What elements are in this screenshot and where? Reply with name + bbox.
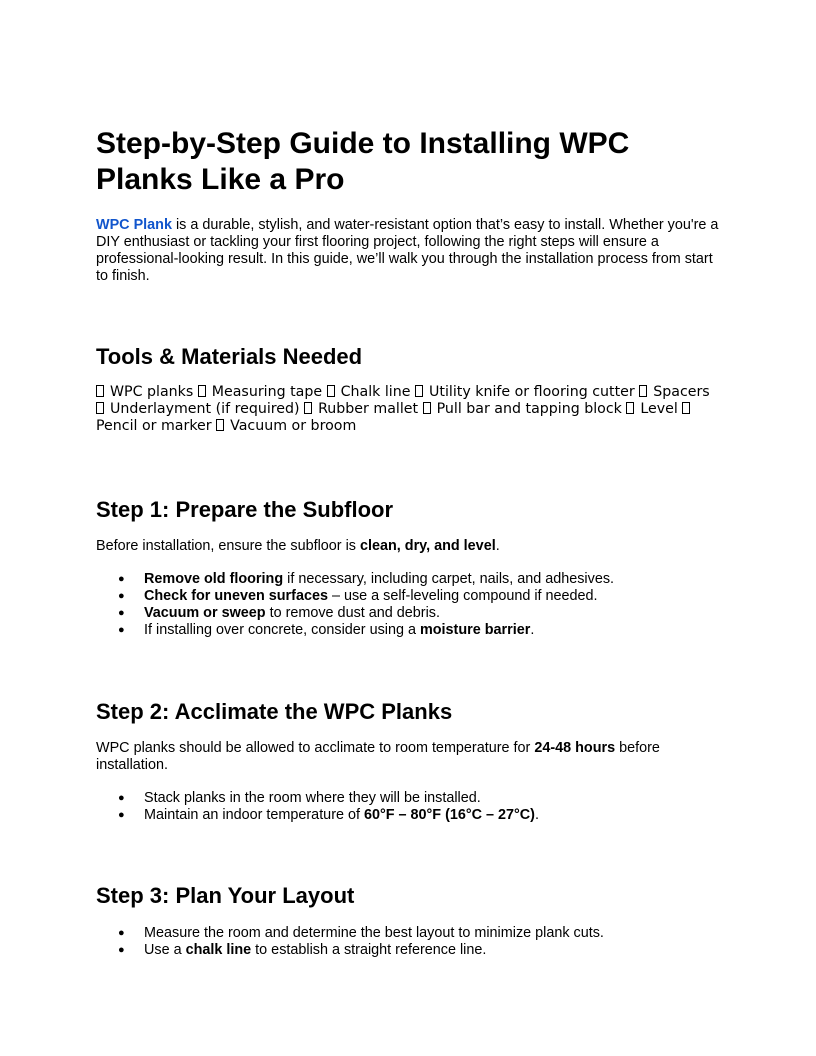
checkbox-icon bbox=[423, 402, 431, 414]
list-item: ● Vacuum or sweep to remove dust and debris. bbox=[96, 605, 720, 622]
tool-item: Rubber mallet bbox=[318, 401, 419, 417]
list-item: ● If installing over concrete, consider using a moisture barrier. bbox=[96, 622, 720, 639]
tools-list bbox=[96, 384, 720, 435]
page-title: Step-by-Step Guide to Installing WPC Planks Like a Pro bbox=[96, 127, 630, 196]
tool-item: Underlayment (if required) bbox=[110, 401, 300, 417]
tool-item: Vacuum or broom bbox=[230, 418, 357, 434]
intro-text: is a durable, stylish, and water-resistant option that’s easy to install. Whether you're a DIY enthusiast or tackling your first flooring project, following the right steps will ensure a professional-looking result. In this guide, we’ll walk you through the installation process from start to finish. bbox=[96, 217, 719, 284]
tool-item: Spacers bbox=[653, 384, 710, 400]
tool-item: Chalk line bbox=[340, 384, 411, 400]
step2-list bbox=[96, 790, 720, 824]
checkbox-icon bbox=[96, 402, 104, 414]
tool-item: Measuring tape bbox=[211, 384, 323, 400]
checkbox-icon bbox=[639, 385, 647, 397]
checkbox-icon bbox=[304, 402, 312, 414]
checkbox-icon bbox=[327, 385, 335, 397]
step2-intro: WPC planks should be allowed to acclimate to room temperature for 24-48 hours before installation. bbox=[96, 740, 660, 773]
list-item: ● Remove old flooring if necessary, including carpet, nails, and adhesives. bbox=[96, 571, 720, 588]
checkbox-icon bbox=[198, 385, 206, 397]
wpc-plank-link[interactable]: WPC Plank bbox=[96, 217, 172, 233]
checkbox-icon bbox=[96, 385, 104, 397]
tool-item: Utility knife or flooring cutter bbox=[429, 384, 635, 400]
checkbox-icon bbox=[682, 402, 690, 414]
step1-heading: Step 1: Prepare the Subfloor bbox=[96, 497, 394, 522]
step1-list bbox=[96, 571, 720, 639]
list-item: ● Measure the room and determine the best layout to minimize plank cuts. bbox=[96, 925, 720, 942]
list-item: ● Stack planks in the room where they will be installed. bbox=[96, 790, 720, 807]
tool-item: Pencil or marker bbox=[96, 418, 212, 434]
checkbox-icon bbox=[415, 385, 423, 397]
checkbox-icon bbox=[626, 402, 634, 414]
step1-intro: Before installation, ensure the subfloor is clean, dry, and level. bbox=[96, 538, 500, 554]
tool-item: Level bbox=[640, 401, 678, 417]
list-item: ● Use a chalk line to establish a straight reference line. bbox=[96, 942, 720, 959]
tool-item: Pull bar and tapping block bbox=[436, 401, 622, 417]
tools-heading: Tools & Materials Needed bbox=[96, 344, 363, 369]
list-item: ● Maintain an indoor temperature of 60°F – 80°F (16°C – 27°C). bbox=[96, 807, 720, 824]
step2-heading: Step 2: Acclimate the WPC Planks bbox=[96, 699, 453, 724]
step3-heading: Step 3: Plan Your Layout bbox=[96, 883, 355, 908]
checkbox-icon bbox=[216, 419, 224, 431]
list-item: ● Check for uneven surfaces – use a self-leveling compound if needed. bbox=[96, 588, 720, 605]
tool-item: WPC planks bbox=[110, 384, 194, 400]
step3-list bbox=[96, 925, 720, 959]
intro-paragraph bbox=[96, 217, 720, 285]
